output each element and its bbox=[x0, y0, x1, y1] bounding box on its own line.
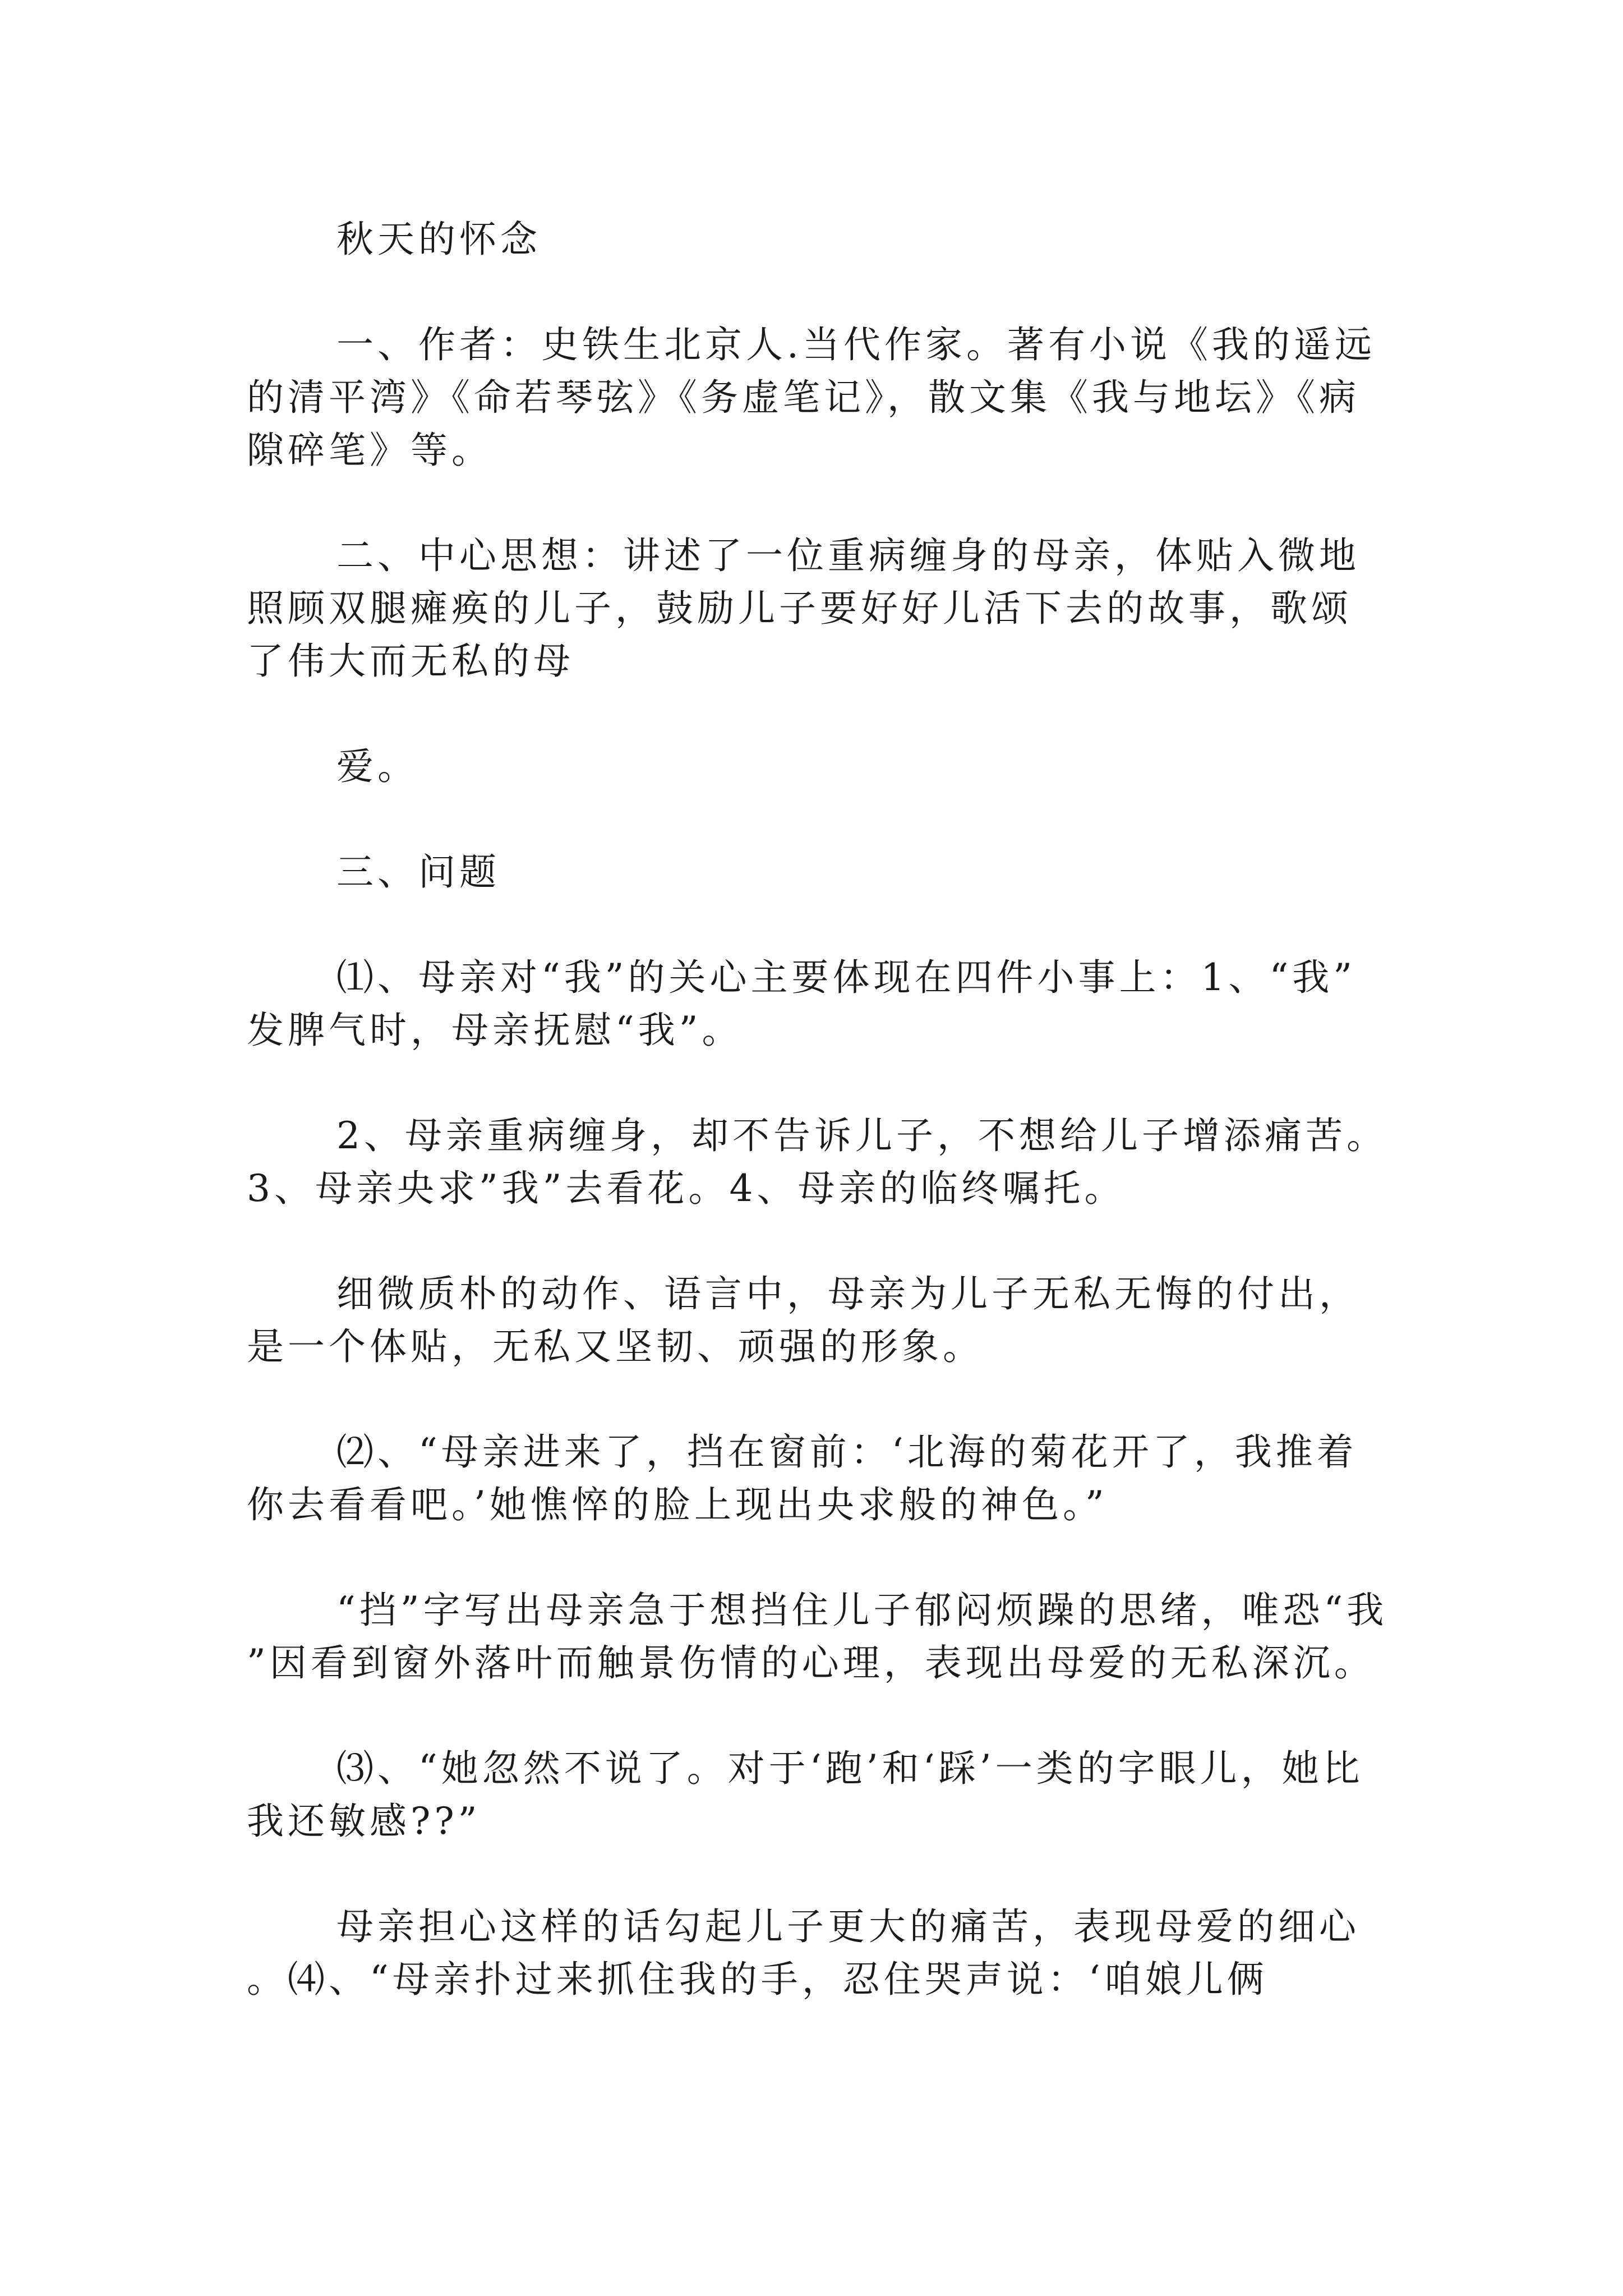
paragraph-question-1-summary: 细微质朴的动作、语言中，母亲为儿子无私无悔的付出，是一个体贴，无私又坚韧、顽强的形象。 bbox=[247, 1272, 1360, 1368]
document-title: 秋天的怀念 bbox=[336, 218, 541, 261]
paragraph-author: 一、作者：史铁生北京人.当代作家。著有小说《我的遥远的清平湾》《命若琴弦》《务虚笔记》，散文集《我与地坛》《病隙碎笔》等。 bbox=[247, 323, 1376, 472]
paragraph-question-1-cont: 2、母亲重病缠身，却不告诉儿子，不想给儿子增添痛苦。3、母亲央求”我”去看花。4、母亲的临终嘱托。 bbox=[247, 1114, 1387, 1210]
paragraph-question-3-analysis: 母亲担心这样的话勾起儿子更大的痛苦，表现母爱的细心。⑷、“母亲扑过来抓住我的手，忍住哭声说：‘咱娘儿俩 bbox=[247, 1905, 1360, 2001]
document-body bbox=[247, 213, 1391, 2006]
paragraph-question-2-analysis: “挡”字写出母亲急于想挡住儿子郁闷烦躁的思绪，唯恐“我”因看到窗外落叶而触景伤情的心理，表现出母爱的无私深沉。 bbox=[247, 1589, 1388, 1685]
heading-questions: 三、问题 bbox=[336, 850, 500, 894]
paragraph-central-idea: 二、中心思想：讲述了一位重病缠身的母亲，体贴入微地照顾双腿瘫痪的儿子，鼓励儿子要好好儿活下去的故事，歌颂了伟大而无私的母 bbox=[247, 534, 1360, 683]
paragraph-question-2: ⑵、“母亲进来了，挡在窗前：‘北海的菊花开了，我推着你去看看吧。’她憔悴的脸上现出央求般的神色。” bbox=[247, 1430, 1358, 1526]
paragraph-central-idea-end: 爱。 bbox=[336, 745, 418, 788]
paragraph-question-1: ⑴、母亲对“我”的关心主要体现在四件小事上：1、“我”发脾气时，母亲抚慰“我”。 bbox=[247, 956, 1356, 1052]
paragraph-question-3: ⑶、“她忽然不说了。对于‘跑’和‘踩’一类的字眼儿，她比我还敏感??” bbox=[247, 1747, 1364, 1843]
